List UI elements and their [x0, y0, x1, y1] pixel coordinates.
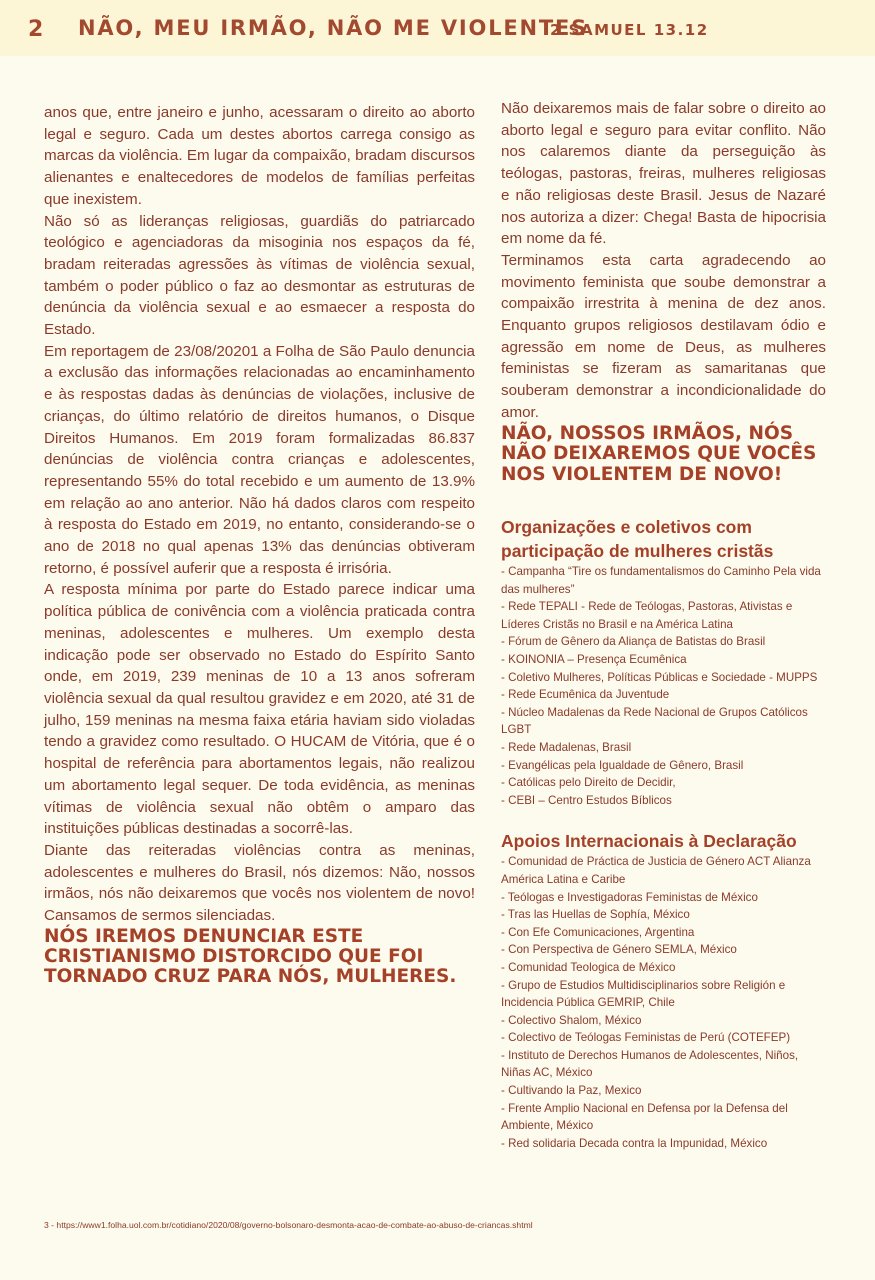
list-item: - Teólogas e Investigadoras Feministas de México [501, 890, 758, 904]
list-item: - KOINONIA – Presença Ecumênica [501, 653, 687, 667]
list-item: - Frente Amplio Nacional en Defensa por la Defensa del Ambiente, México [501, 1101, 788, 1133]
list-item: - Instituto de Derechos Humanos de Adolescentes, Niños, Niñas AC, México [501, 1048, 799, 1080]
list-item: - Coletivo Mulheres, Políticas Públicas e Sociedade - MUPPS [501, 670, 818, 684]
body-paragraph: Diante das reiteradas violências contra as meninas, adolescentes e mulheres do Brasil, nós dizemos: Não, nossos irmãos, nós não deixaremos que vocês nos violentem de novo! Cansamos de sermos silenciadas. [44, 841, 475, 925]
page-header [0, 0, 875, 56]
list-item: - Red solidaria Decada contra la Impunidad, México [501, 1136, 768, 1150]
list-item: - Rede TEPALI - Rede de Teólogas, Pastoras, Ativistas e Líderes Cristãs no Brasil e na América Latina [501, 600, 793, 631]
organizations-list [501, 563, 826, 809]
body-paragraph: Não deixaremos mais de falar sobre o direito ao aborto legal e seguro para evitar conflito. Não nos calaremos diante da perseguição às teólogas, pastoras, freiras, mulheres religiosas e não religiosas deste Brasil. Jesus de Nazaré nos autoriza a dizer: Chega! Basta de hipocrisia em nome da fé. [501, 100, 826, 248]
statement-heading: NÃO, NOSSOS IRMÃOS, NÓS NÃO DEIXAREMOS QUE VOCÊS NOS VIOLENTEM DE NOVO! [501, 422, 817, 485]
body-paragraph: A resposta mínima por parte do Estado parece indicar uma política pública de conivência com a violência praticada contra meninas, adolescentes e mulheres. Um exemplo desta indicação pode ser observado no Estado do Espírito Santo onde, em 2019, 239 meninas de 10 a 13 anos sofreram violência sexual da qual resultou gravidez e em 2020, até 31 de julho, 159 meninas na mesma faixa etária haviam sido violadas tendo a gravidez como resultado. O HUCAM de Vitória, que é o hospital de referência para abortamentos legais, não realizou um abortamento legal sequer. De toda evidência, as meninas vítimas de violência sexual não obtêm o amparo das instituições públicas destinadas a socorrê-las. [44, 581, 475, 838]
list-item: - Cultivando la Paz, Mexico [501, 1084, 642, 1098]
footnote: 3 - https://www1.folha.uol.com.br/cotidiano/2020/08/governo-bolsonaro-desmonta-acao-de-combate-ao-abuso-de-criancas.shtml [44, 1220, 533, 1230]
list-item: - Grupo de Estudios Multidisciplinarios sobre Religión e Incidencia Pública GEMRIP, Chile [501, 978, 786, 1010]
list-item: - Fórum de Gênero da Aliança de Batistas do Brasil [501, 635, 766, 649]
header-title: NÃO, MEU IRMÃO, NÃO ME VIOLENTES [78, 16, 589, 40]
list-item: - Comunidad de Práctica de Justicia de Género ACT Alianza América Latina e Caribe [501, 855, 811, 886]
list-item: - Católicas pelo Direito de Decidir, [501, 776, 676, 790]
international-list [501, 853, 826, 1152]
list-item: - Colectivo de Teólogas Feministas de Perú (COTEFEP) [501, 1031, 791, 1045]
list-item: - Comunidad Teologica de México [501, 960, 676, 974]
list-item: - Tras las Huellas de Sophía, México [501, 908, 690, 922]
list-item: - Evangélicas pela Igualdade de Gênero, Brasil [501, 758, 744, 772]
list-item: - Rede Ecumênica da Juventude [501, 688, 670, 702]
bible-reference: 2 SAMUEL 13.12 [550, 21, 709, 39]
list-item: - Con Efe Comunicaciones, Argentina [501, 925, 695, 939]
list-item: - Núcleo Madalenas da Rede Nacional de Grupos Católicos LGBT [501, 705, 808, 737]
page-number: 2 [28, 17, 44, 42]
list-item: - Campanha “Tire os fundamentalismos do Caminho Pela vida das mulheres” [501, 565, 821, 596]
right-column [501, 98, 826, 1152]
body-paragraph: Em reportagem de 23/08/20201 a Folha de São Paulo denuncia a exclusão das informações relacionadas ao encaminhamento e às respostas dadas às denúncias de violações, inclusive de crianças, do último relatório de direitos humanos, o Disque Direitos Humanos. Em 2019 foram formalizadas 86.837 denúncias de violência contra crianças e adolescentes, representando 55% do total recebido e um aumento de 13.9% em relação ao ano anterior. Não há dados claros com respeito à resposta do Estado em 2019, no entanto, considerando-se o ano de 2018 no qual apenas 13% das denúncias obtiveram retorno, é possível auferir que a resposta é irrisória. [44, 342, 475, 577]
list-item: - Colectivo Shalom, México [501, 1013, 642, 1027]
list-item: - Rede Madalenas, Brasil [501, 740, 632, 754]
left-column [44, 102, 475, 987]
closing-heading: NÓS IREMOS DENUNCIAR ESTE CRISTIANISMO DISTORCIDO QUE FOI TORNADO CRUZ PARA NÓS, MULHERES. [44, 925, 457, 987]
body-paragraph: Não só as lideranças religiosas, guardiãs do patriarcado teológico e agenciadoras da misoginia nos espaços da fé, bradam reiteradas agressões às vítimas de violência sexual, também o poder público o faz ao desmontar as estruturas de denúncia da violência sexual e ao esmaecer a resposta do Estado. [44, 212, 475, 339]
list-item: - CEBI – Centro Estudos Bíblicos [501, 793, 672, 807]
body-paragraph: Terminamos esta carta agradecendo ao movimento feminista que soube demonstrar a compaixão irrestrita à menina de dez anos. Enquanto grupos religiosos destilavam ódio e agressão em nome de Deus, as mulheres feministas se fizeram as samaritanas que souberam demonstrar a incondicionalidade do amor. [501, 251, 826, 421]
organizations-title: Organizações e coletivos com participação de mulheres cristãs [501, 517, 774, 562]
list-item: - Con Perspectiva de Género SEMLA, México [501, 943, 737, 957]
international-title: Apoios Internacionais à Declaração [501, 831, 797, 852]
body-paragraph: anos que, entre janeiro e junho, acessaram o direito ao aborto legal e seguro. Cada um destes abortos carrega consigo as marcas da violência. Em lugar da compaixão, bradam discursos alienantes e enaltecedores de modelos de famílias perfeitas que inexistem. [44, 104, 475, 208]
